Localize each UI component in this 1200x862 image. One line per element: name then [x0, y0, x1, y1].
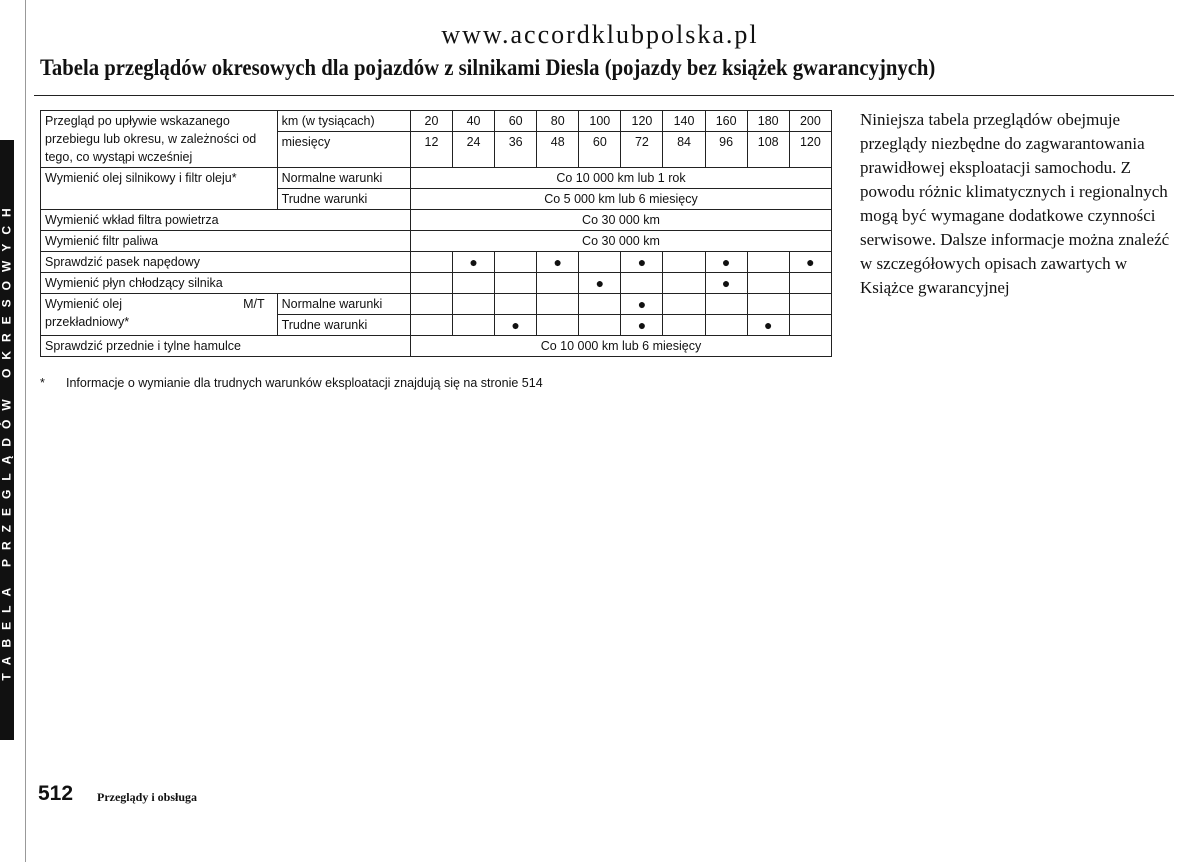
km-value: 60 — [495, 111, 537, 132]
dot-marker: ● — [537, 252, 579, 273]
dot-marker: ● — [621, 252, 663, 273]
condition-label: Normalne warunki — [277, 168, 410, 189]
empty-cell — [453, 294, 495, 315]
empty-cell — [789, 294, 831, 315]
empty-cell — [410, 315, 452, 336]
table-row — [41, 273, 832, 294]
empty-cell — [705, 294, 747, 315]
page-edge-line — [25, 0, 26, 862]
km-value: 160 — [705, 111, 747, 132]
month-value: 72 — [621, 132, 663, 168]
transmission-label-line1: Wymienić olej — [45, 297, 122, 311]
dot-marker: ● — [705, 252, 747, 273]
title-rule — [34, 95, 1174, 96]
empty-cell — [537, 315, 579, 336]
footnote-star: * — [40, 376, 45, 390]
empty-cell — [747, 273, 789, 294]
km-value: 100 — [579, 111, 621, 132]
dot-marker: ● — [579, 273, 621, 294]
month-value: 96 — [705, 132, 747, 168]
km-value: 120 — [621, 111, 663, 132]
empty-cell — [537, 294, 579, 315]
empty-cell — [410, 273, 452, 294]
condition-label: Trudne warunki — [277, 189, 410, 210]
air-filter-label: Wymienić wkład filtra powietrza — [41, 210, 411, 231]
empty-cell — [410, 294, 452, 315]
belt-label: Sprawdzić pasek napędowy — [41, 252, 411, 273]
month-value: 120 — [789, 132, 831, 168]
condition-label: Trudne warunki — [277, 315, 410, 336]
page-number: 512 — [38, 782, 74, 805]
dot-marker: ● — [747, 315, 789, 336]
interval-value: Co 30 000 km — [410, 210, 831, 231]
month-value: 36 — [495, 132, 537, 168]
empty-cell — [495, 273, 537, 294]
empty-cell — [579, 294, 621, 315]
table-row — [41, 336, 832, 357]
maintenance-table — [40, 110, 832, 357]
footnote-text: Informacje o wymianie dla trudnych warunków eksploatacji znajdują się na stronie 514 — [66, 376, 543, 390]
interval-value: Co 10 000 km lub 6 miesięcy — [410, 336, 831, 357]
transmission-label-line2: przekładniowy* — [45, 315, 130, 329]
empty-cell — [579, 252, 621, 273]
month-value: 60 — [579, 132, 621, 168]
months-label: miesięcy — [277, 132, 410, 168]
page-title: Tabela przeglądów okresowych dla pojazdów z silnikami Diesla (pojazdy bez książek gwarancyjnych) — [40, 55, 936, 80]
empty-cell — [705, 315, 747, 336]
empty-cell — [789, 273, 831, 294]
section-side-tab-label: TABELA PRZEGLĄDÓW OKRESOWYCH — [0, 199, 15, 681]
km-value: 180 — [747, 111, 789, 132]
km-value: 200 — [789, 111, 831, 132]
empty-cell — [495, 252, 537, 273]
dot-marker: ● — [495, 315, 537, 336]
condition-label: Normalne warunki — [277, 294, 410, 315]
table-row — [41, 231, 832, 252]
section-name: Przeglądy i obsługa — [97, 790, 198, 804]
dot-marker: ● — [705, 273, 747, 294]
dot-marker: ● — [453, 252, 495, 273]
table-row — [41, 111, 832, 132]
dot-marker: ● — [621, 315, 663, 336]
interval-value: Co 10 000 km lub 1 rok — [410, 168, 831, 189]
header-description: Przegląd po upływie wskazanego przebiegu lub okresu, w zależności od tego, co wystąpi wcześniej — [41, 111, 278, 168]
month-value: 24 — [453, 132, 495, 168]
table-row — [41, 294, 832, 315]
transmission-oil-label — [41, 294, 278, 336]
table-row — [41, 252, 832, 273]
table-row — [41, 210, 832, 231]
empty-cell — [663, 252, 705, 273]
transmission-mt-label: M/T — [243, 297, 265, 311]
footnote — [40, 376, 543, 390]
month-value: 48 — [537, 132, 579, 168]
km-value: 40 — [453, 111, 495, 132]
empty-cell — [453, 273, 495, 294]
interval-value: Co 5 000 km lub 6 miesięcy — [410, 189, 831, 210]
km-label: km (w tysiącach) — [277, 111, 410, 132]
empty-cell — [747, 252, 789, 273]
km-value: 20 — [410, 111, 452, 132]
empty-cell — [663, 294, 705, 315]
empty-cell — [789, 315, 831, 336]
month-value: 108 — [747, 132, 789, 168]
month-value: 84 — [663, 132, 705, 168]
empty-cell — [579, 315, 621, 336]
empty-cell — [453, 315, 495, 336]
section-side-tab — [0, 140, 14, 740]
empty-cell — [537, 273, 579, 294]
table-row — [41, 168, 832, 189]
empty-cell — [495, 294, 537, 315]
side-note: Niniejsza tabela przeglądów obejmuje przeglądy niezbędne do zagwarantowania prawidłowej eksploatacji samochodu. Z powodu różnic klimatycznych i regionalnych mogą być wymagane dodatkowe czynności serwisowe. Dalsze informacje można znaleźć w szczegółowych opisach zawartych w Książce gwarancyjnej — [860, 110, 1170, 297]
empty-cell — [410, 252, 452, 273]
interval-value: Co 30 000 km — [410, 231, 831, 252]
empty-cell — [621, 273, 663, 294]
dot-marker: ● — [621, 294, 663, 315]
site-url: www.accordklubpolska.pl — [441, 20, 759, 49]
dot-marker: ● — [789, 252, 831, 273]
coolant-label: Wymienić płyn chłodzący silnika — [41, 273, 411, 294]
brakes-label: Sprawdzić przednie i tylne hamulce — [41, 336, 411, 357]
oil-label: Wymienić olej silnikowy i filtr oleju* — [41, 168, 278, 210]
km-value: 80 — [537, 111, 579, 132]
km-value: 140 — [663, 111, 705, 132]
empty-cell — [663, 315, 705, 336]
month-value: 12 — [410, 132, 452, 168]
fuel-filter-label: Wymienić filtr paliwa — [41, 231, 411, 252]
empty-cell — [747, 294, 789, 315]
empty-cell — [663, 273, 705, 294]
